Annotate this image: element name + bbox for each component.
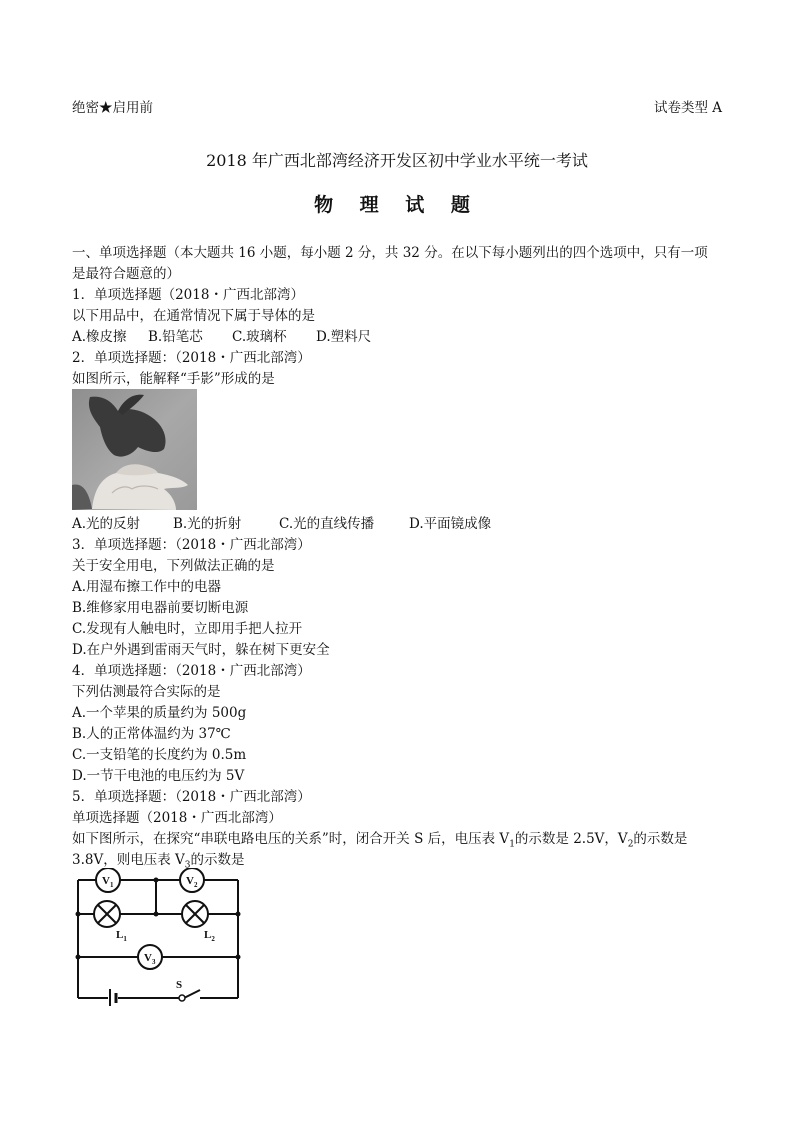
v3-label: $V_3$ (144, 952, 156, 966)
l2-label: $L_2$ (204, 929, 215, 943)
exam-title: 2018 年广西北部湾经济开发区初中学业水平统一考试 (206, 151, 588, 170)
switch-label: S (176, 979, 183, 991)
q1-header: 1．单项选择题（2018・广西北部湾） (72, 287, 304, 303)
q1-stem: 以下用品中，在通常情况下属于导体的是 (72, 308, 315, 324)
l1-label: $L_1$ (116, 929, 127, 943)
q4-option-d: D.一节干电池的电压约为 5V (72, 768, 245, 784)
q4-header: 4．单项选择题：（2018・广西北部湾） (72, 663, 311, 679)
q3-header: 3．单项选择题：（2018・广西北部湾） (72, 537, 311, 553)
section-instruction-line-2: 是最符合题意的） (72, 266, 180, 282)
q2-option-d: D.平面镜成像 (409, 516, 492, 532)
paper-type-label: 试卷类型 A (653, 100, 722, 116)
q3-option-a: A.用湿布擦工作中的电器 (72, 579, 222, 595)
q3-option-d: D.在户外遇到雷雨天气时，躲在树下更安全 (72, 642, 330, 658)
q4-option-a: A.一个苹果的质量约为 500g (72, 705, 247, 721)
q5-sub-3: 3 (184, 860, 191, 871)
q3-option-c: C.发现有人触电时，立即用手把人拉开 (72, 621, 303, 637)
q5-stem-line-1 (72, 829, 687, 849)
q5-stem-1a: 如下图所示，在探究“串联电路电压的关系”时，闭合开关 S 后，电压表 V (72, 831, 510, 847)
series-circuit-diagram (72, 868, 244, 1006)
q5-stem-1b: 的示数是 2.5V，V (514, 831, 628, 847)
q2-option-b: B.光的折射 (173, 516, 242, 532)
v1-label: $V_1$ (102, 875, 114, 889)
q4-option-c: C.一支铅笔的长度约为 0.5m (72, 747, 247, 763)
q5-stem-line-2 (72, 850, 245, 870)
q1-options (72, 327, 371, 347)
q1-option-b: B.铅笔芯 (148, 329, 203, 345)
q1-option-a: A.橡皮擦 (72, 329, 127, 345)
q5-sub-2: 2 (627, 839, 634, 850)
q3-option-b: B.维修家用电器前要切断电源 (72, 600, 249, 616)
q4-option-b: B.人的正常体温约为 37℃ (72, 726, 231, 742)
q2-header: 2．单项选择题：（2018・广西北部湾） (72, 350, 311, 366)
q1-option-c: C.玻璃杯 (232, 329, 287, 345)
q2-option-c: C.光的直线传播 (279, 516, 375, 532)
v2-label: $V_2$ (186, 875, 198, 889)
q5-header-2: 单项选择题（2018・广西北部湾） (72, 810, 282, 826)
q5-stem-2a: 3.8V，则电压表 V (72, 852, 185, 868)
q2-options (72, 514, 491, 534)
subject-title: 物 理 试 题 (314, 194, 480, 216)
confidential-label: 绝密★启用前 (72, 100, 153, 116)
q2-stem: 如图所示，能解释“手影”形成的是 (72, 371, 275, 387)
q3-stem: 关于安全用电，下列做法正确的是 (72, 558, 275, 574)
q5-sub-1: 1 (509, 839, 515, 850)
q5-stem-1c: 的示数是 (633, 831, 688, 847)
q1-option-d: D.塑料尺 (316, 329, 372, 345)
hand-shadow-photo (72, 389, 197, 510)
q5-header: 5．单项选择题：（2018・广西北部湾） (72, 789, 311, 805)
section-instruction-line-1: 一、单项选择题（本大题共 16 小题，每小题 2 分，共 32 分。在以下每小题列出的四个选项中，只有一项 (72, 245, 708, 261)
q5-stem-2b: 的示数是 (190, 852, 245, 868)
q4-stem: 下列估测最符合实际的是 (72, 684, 221, 700)
q2-option-a: A.光的反射 (72, 516, 141, 532)
